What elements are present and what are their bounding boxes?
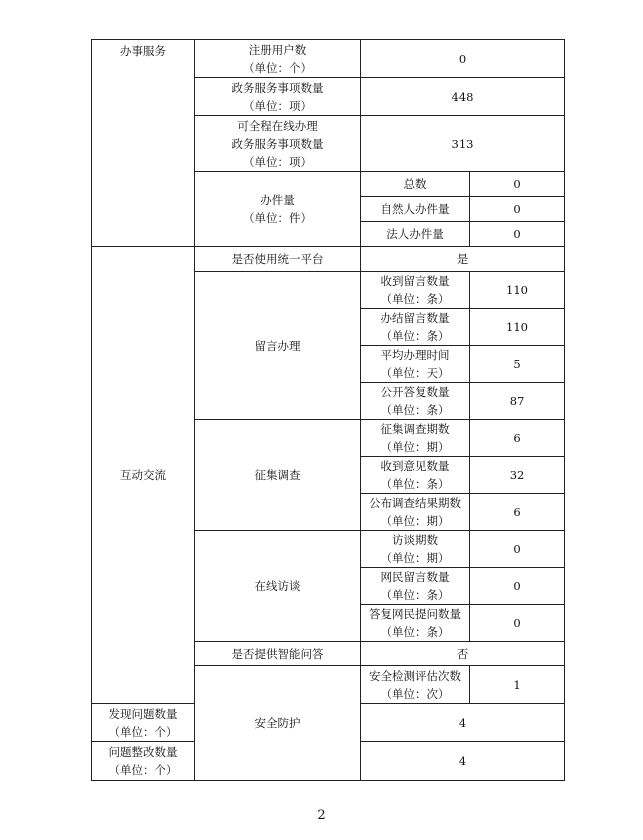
interview-title: 在线访谈 <box>195 531 361 642</box>
online-items-label: 可全程在线办理 政务服务事项数量 （单位：项） <box>195 116 361 172</box>
section-office-title: 办事服务 <box>92 40 195 247</box>
volume-label: 办件量 （单位：件） <box>195 172 361 247</box>
interview-answers-label: 答复网民提问数量 （单位：条） <box>361 605 470 642</box>
unified-platform-value: 是 <box>361 247 565 272</box>
row-unified-platform <box>92 247 565 272</box>
messages-avg-time-value: 5 <box>470 346 565 383</box>
survey-opinions-value: 32 <box>470 457 565 494</box>
online-items-value: 313 <box>361 116 565 172</box>
smart-qa-label: 是否提供智能问答 <box>195 642 361 666</box>
messages-avg-time-label: 平均办理时间 （单位：天） <box>361 346 470 383</box>
volume-legal-label: 法人办件量 <box>361 222 470 247</box>
security-checks-value: 1 <box>470 666 565 704</box>
messages-public-replies-label: 公开答复数量 （单位：条） <box>361 383 470 420</box>
page-number: 2 <box>317 808 326 823</box>
volume-natural-label: 自然人办件量 <box>361 197 470 222</box>
volume-natural-value: 0 <box>470 197 565 222</box>
row-registered-users <box>92 40 565 78</box>
security-found-label: 发现问题数量 （单位：个） <box>92 704 195 742</box>
statistics-table <box>91 39 565 781</box>
volume-total-value: 0 <box>470 172 565 197</box>
interview-answers-value: 0 <box>470 605 565 642</box>
section-security-title: 安全防护 <box>195 666 361 781</box>
smart-qa-value: 否 <box>361 642 565 666</box>
interview-messages-label: 网民留言数量 （单位：条） <box>361 568 470 605</box>
messages-public-replies-value: 87 <box>470 383 565 420</box>
interview-periods-value: 0 <box>470 531 565 568</box>
messages-received-value: 110 <box>470 272 565 309</box>
security-found-value: 4 <box>361 704 565 742</box>
volume-total-label: 总数 <box>361 172 470 197</box>
interview-periods-label: 访谈期数 （单位：期） <box>361 531 470 568</box>
security-checks-label: 安全检测评估次数 （单位：次） <box>361 666 470 704</box>
interview-messages-value: 0 <box>470 568 565 605</box>
registered-users-value: 0 <box>361 40 565 78</box>
security-fixed-label: 问题整改数量 （单位：个） <box>92 742 195 781</box>
survey-periods-value: 6 <box>470 420 565 457</box>
section-interaction-title: 互动交流 <box>92 247 195 704</box>
service-items-value: 448 <box>361 78 565 116</box>
messages-received-label: 收到留言数量 （单位：条） <box>361 272 470 309</box>
survey-results-value: 6 <box>470 494 565 531</box>
messages-closed-value: 110 <box>470 309 565 346</box>
survey-results-label: 公布调查结果期数 （单位：期） <box>361 494 470 531</box>
survey-opinions-label: 收到意见数量 （单位：条） <box>361 457 470 494</box>
messages-title: 留言办理 <box>195 272 361 420</box>
survey-periods-label: 征集调查期数 （单位：期） <box>361 420 470 457</box>
survey-title: 征集调查 <box>195 420 361 531</box>
messages-closed-label: 办结留言数量 （单位：条） <box>361 309 470 346</box>
security-fixed-value: 4 <box>361 742 565 781</box>
unified-platform-label: 是否使用统一平台 <box>195 247 361 272</box>
registered-users-label: 注册用户数 （单位：个） <box>195 40 361 78</box>
volume-legal-value: 0 <box>470 222 565 247</box>
service-items-label: 政务服务事项数量 （单位：项） <box>195 78 361 116</box>
